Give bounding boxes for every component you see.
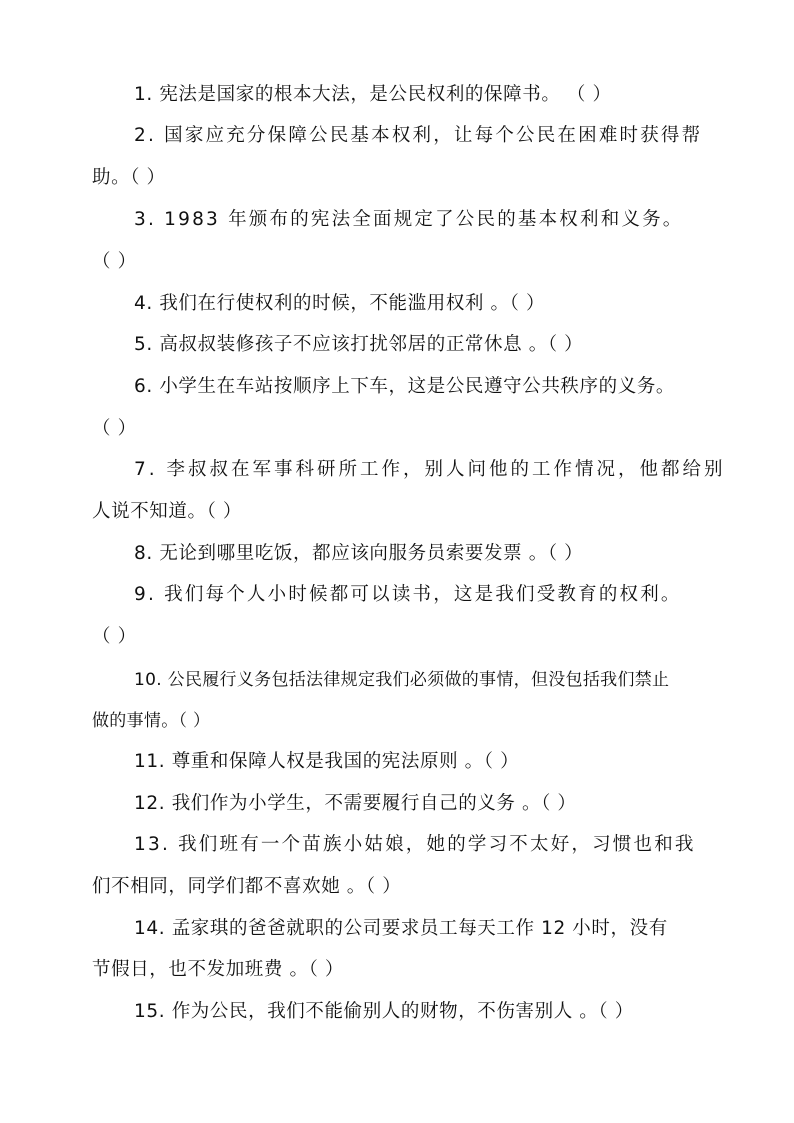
question-6-line-2: （ ） <box>92 418 137 439</box>
question-2-line-2: 助。（ ） <box>92 167 166 188</box>
question-2-line-1: 2. 国家应充分保障公民基本权利，让每个公民在困难时获得帮 <box>134 125 703 146</box>
question-13-line-2: 们不相同，同学们都不喜欢她 。（ ） <box>92 876 402 897</box>
question-10-line-2: 做的事情。（ ） <box>92 711 211 731</box>
question-9-line-1: 9. 我们每个人小时候都可以读书，这是我们受教育的权利。 <box>134 584 682 605</box>
question-12-line-1: 12. 我们作为小学生，不需要履行自己的义务 。（ ） <box>134 793 577 814</box>
question-1-line-1: 1. 宪法是国家的根本大法，是公民权利的保障书。 （ ） <box>134 84 612 105</box>
question-13-line-1: 13. 我们班有一个苗族小姑娘，她的学习不太好，习惯也和我 <box>134 834 696 855</box>
question-11-line-1: 11. 尊重和保障人权是我国的宪法原则 。（ ） <box>134 751 520 772</box>
question-7-line-1: 7. 李叔叔在军事科研所工作，别人问他的工作情况，他都给别 <box>134 459 726 480</box>
question-8-line-1: 8. 无论到哪里吃饭，都应该向服务员索要发票 。（ ） <box>134 543 584 564</box>
question-5-line-1: 5. 高叔叔装修孩子不应该打扰邻居的正常休息 。（ ） <box>134 334 584 355</box>
question-15-line-1: 15. 作为公民，我们不能偷别人的财物，不伤害别人 。（ ） <box>134 1001 634 1022</box>
question-4-line-1: 4. 我们在行使权利的时候，不能滥用权利 。（ ） <box>134 293 546 314</box>
question-3-line-1: 3. 1983 年颁布的宪法全面规定了公民的基本权利和义务。 <box>134 209 684 230</box>
question-7-line-2: 人说不知道。（ ） <box>92 501 243 522</box>
question-9-line-2: （ ） <box>92 626 137 647</box>
question-10-line-1: 10. 公民履行义务包括法律规定我们必须做的事情，但没包括我们禁止 <box>134 670 670 690</box>
question-14-line-2: 节假日，也不发加班费 。（ ） <box>92 959 345 980</box>
question-14-line-1: 14. 孟家琪的爸爸就职的公司要求员工每天工作 12 小时，没有 <box>134 918 668 939</box>
question-6-line-1: 6. 小学生在车站按顺序上下车，这是公民遵守公共秩序的义务。 <box>134 376 676 397</box>
question-3-line-2: （ ） <box>92 251 137 272</box>
